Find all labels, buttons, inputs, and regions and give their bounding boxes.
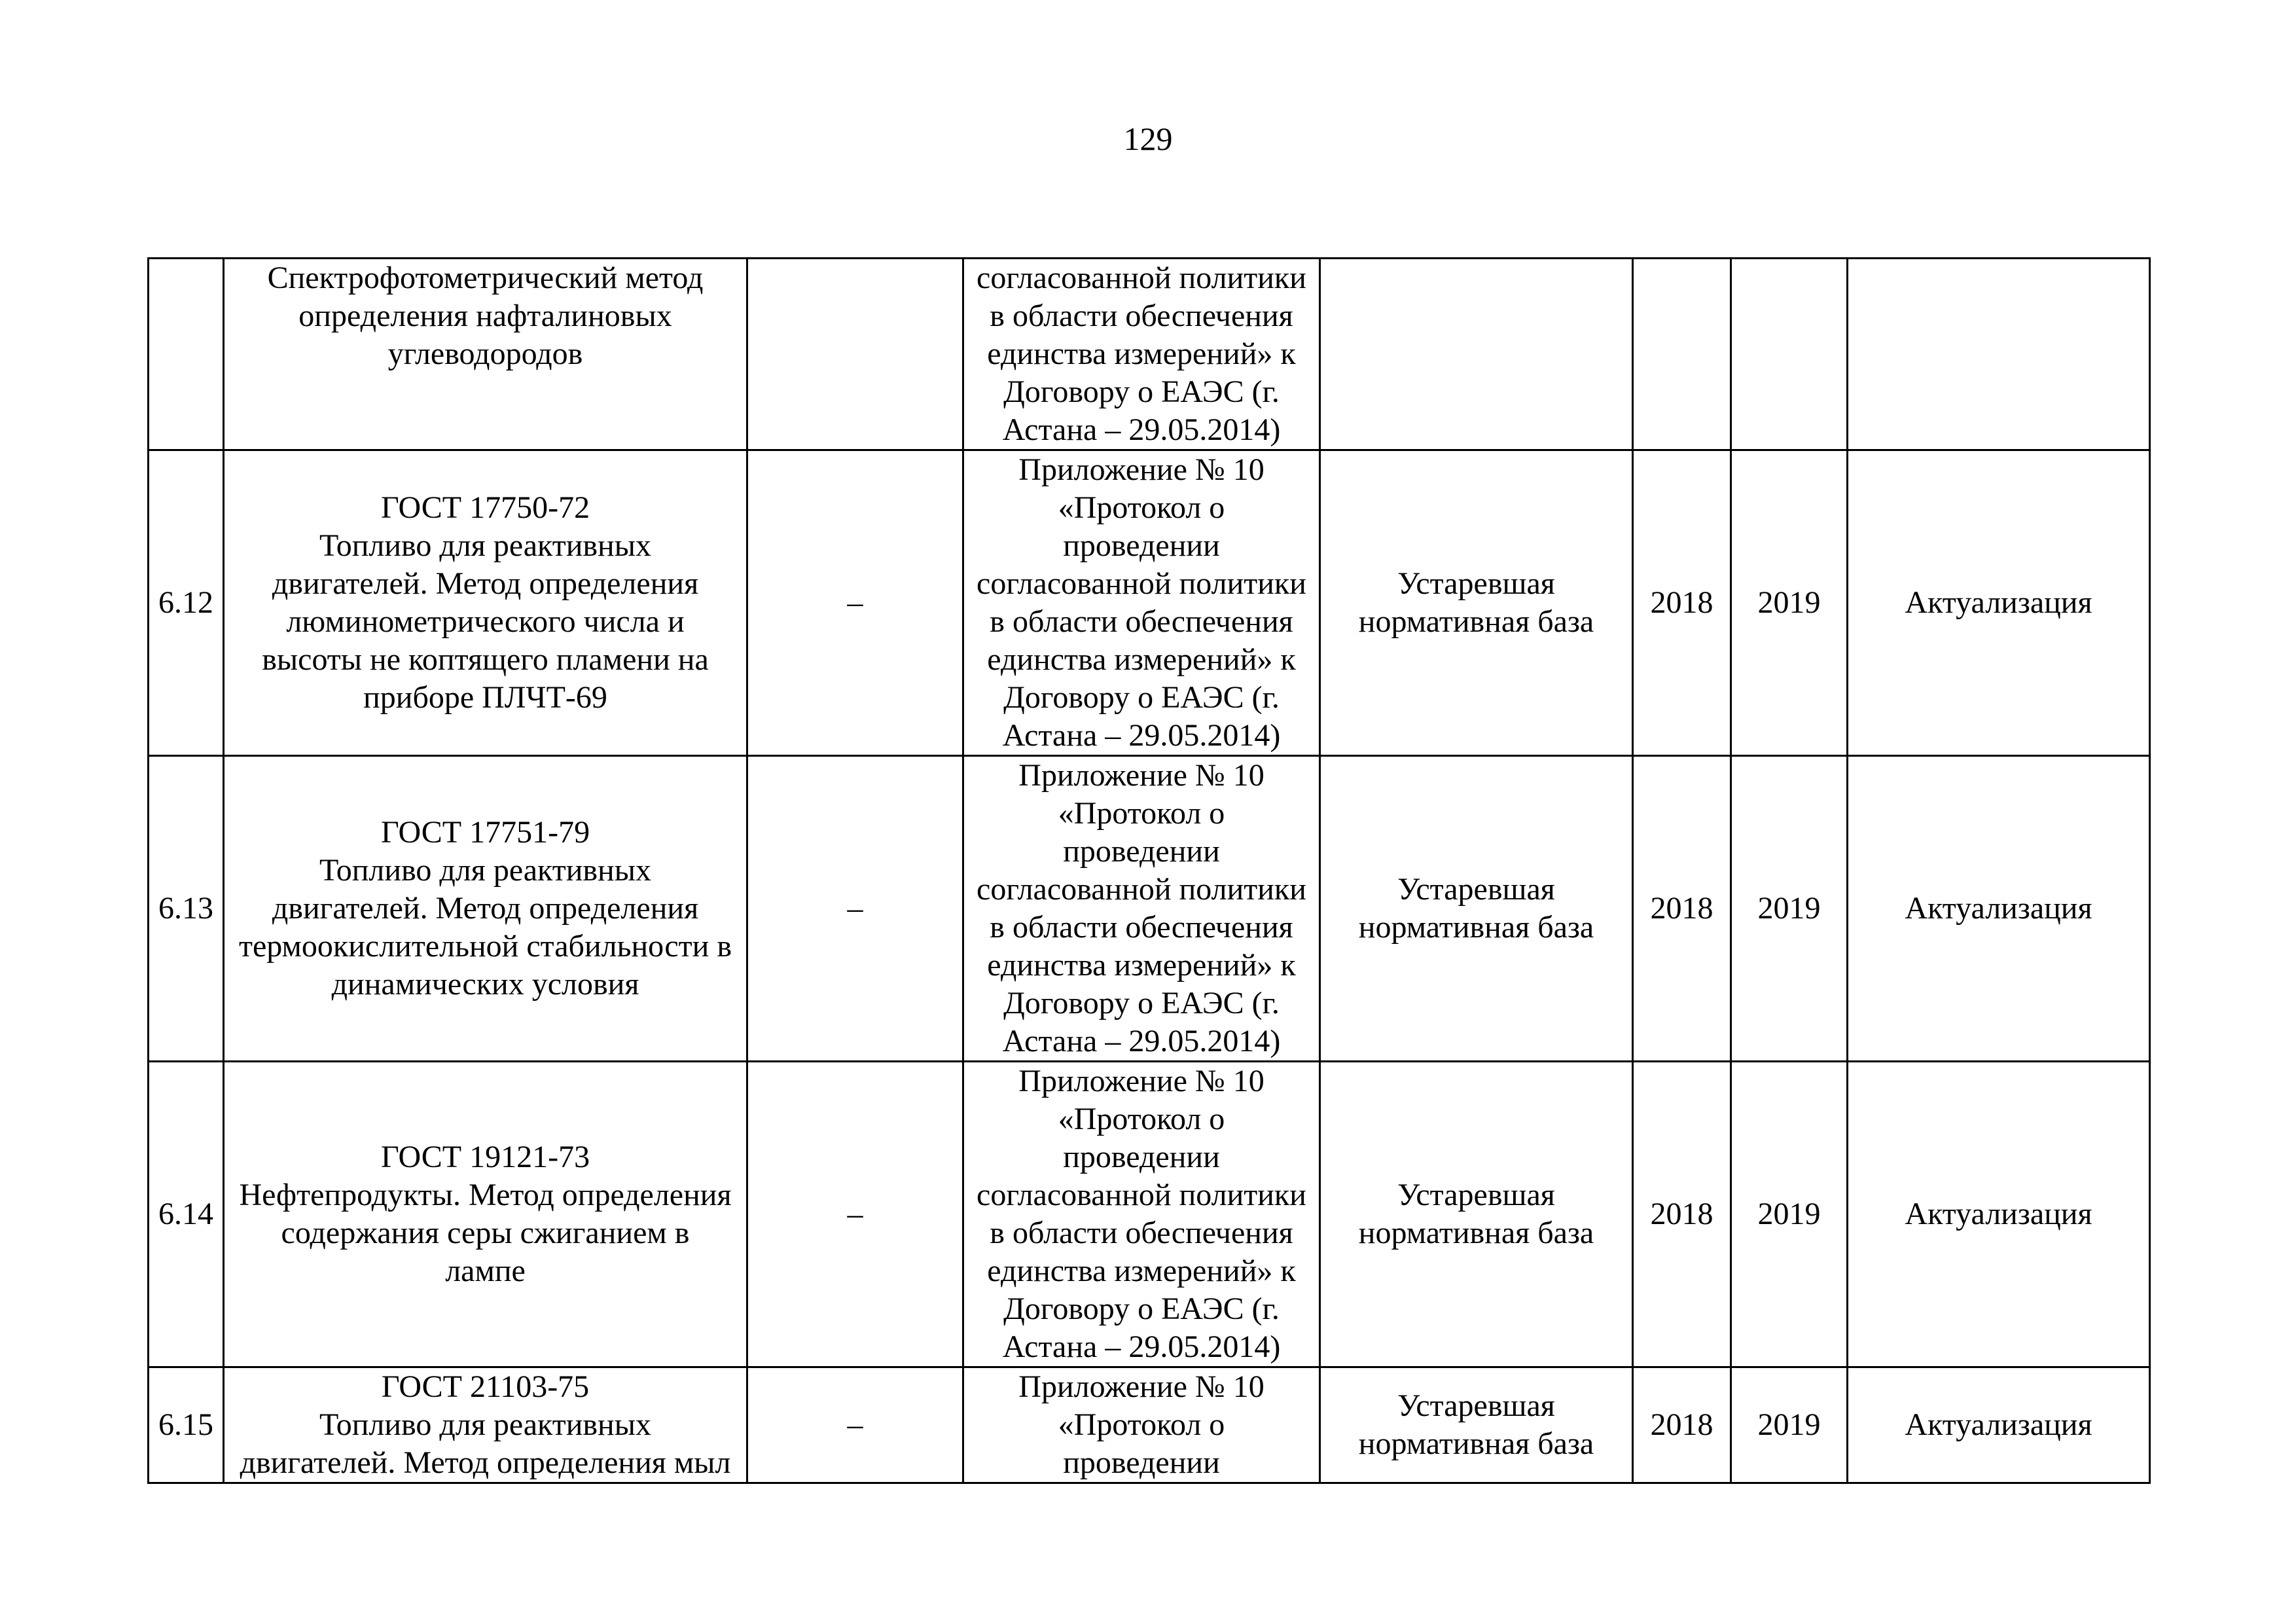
- standard-code: ГОСТ 17750-72: [380, 490, 590, 525]
- standard-title-cell: [224, 259, 747, 450]
- basis-document-cell: [963, 1062, 1320, 1367]
- standard-code: ГОСТ 17751-79: [380, 815, 590, 850]
- basis-document-line: Договору о ЕАЭС (г.: [1003, 680, 1280, 715]
- reason-line: нормативная база: [1358, 1216, 1594, 1250]
- basis-document-line: проведении: [1063, 1140, 1220, 1174]
- reason-line: нормативная база: [1358, 604, 1594, 639]
- standard-code: ГОСТ 19121-73: [380, 1140, 590, 1174]
- basis-document-line: Астана – 29.05.2014): [1002, 718, 1281, 753]
- dash-cell: –: [747, 450, 963, 756]
- reason-cell: [1320, 259, 1633, 450]
- page-number: 129: [1123, 120, 1173, 157]
- standard-code: ГОСТ 21103-75: [381, 1369, 590, 1404]
- basis-document-line: согласованной политики: [977, 1178, 1306, 1212]
- standard-title-line: приборе ПЛЧТ-69: [363, 680, 607, 715]
- basis-document-line: единства измерений» к: [987, 948, 1296, 983]
- year-end-cell: 2019: [1731, 756, 1848, 1062]
- basis-document-line: в области обеспечения: [990, 298, 1293, 333]
- row-number-cell: 6.12: [149, 450, 224, 756]
- year-end-cell: 2019: [1731, 450, 1848, 756]
- table-row: [149, 1367, 2150, 1483]
- reason-line: Устаревшая: [1397, 1178, 1555, 1212]
- standard-title-line: Топливо для реактивных: [319, 1407, 651, 1442]
- basis-document-line: проведении: [1063, 1445, 1220, 1480]
- basis-document-cell: [963, 450, 1320, 756]
- basis-document-line: согласованной политики: [977, 872, 1306, 907]
- standard-title-line: Спектрофотометрический метод: [267, 261, 704, 295]
- standard-title-line: Топливо для реактивных: [319, 528, 651, 563]
- basis-document-line: Договору о ЕАЭС (г.: [1003, 1291, 1280, 1326]
- basis-document-line: проведении: [1063, 528, 1220, 563]
- action-cell: Актуализация: [1848, 1062, 2150, 1367]
- table-row: [149, 756, 2150, 1062]
- action-cell: [1848, 259, 2150, 450]
- standard-title-line: люминометрического числа и: [286, 604, 685, 639]
- standard-title-line: Топливо для реактивных: [319, 853, 651, 888]
- basis-document-line: Приложение № 10: [1018, 1369, 1265, 1404]
- basis-document-line: Приложение № 10: [1018, 452, 1265, 487]
- dash-cell: –: [747, 1367, 963, 1483]
- basis-document-line: единства измерений» к: [987, 642, 1296, 677]
- row-number-cell: 6.14: [149, 1062, 224, 1367]
- basis-document-line: в области обеспечения: [990, 1216, 1293, 1250]
- standard-title-line: Нефтепродукты. Метод определения: [239, 1178, 732, 1212]
- standard-title-line: динамических условия: [331, 967, 639, 1001]
- standard-title-line: определения нафталиновых: [298, 298, 672, 333]
- action-cell: Актуализация: [1848, 756, 2150, 1062]
- basis-document-line: Приложение № 10: [1018, 1064, 1265, 1098]
- basis-document-line: Астана – 29.05.2014): [1002, 1329, 1281, 1364]
- dash-cell: –: [747, 756, 963, 1062]
- standard-title-line: термоокислительной стабильности в: [238, 929, 732, 964]
- row-number-cell: [149, 259, 224, 450]
- dash-cell: [747, 259, 963, 450]
- dash-cell: –: [747, 1062, 963, 1367]
- table-row: [149, 450, 2150, 756]
- basis-document-line: в области обеспечения: [990, 910, 1293, 945]
- basis-document-line: «Протокол о: [1058, 1407, 1225, 1442]
- standard-title-cell: [224, 756, 747, 1062]
- standard-title-line: лампе: [445, 1254, 526, 1288]
- basis-document-line: Договору о ЕАЭС (г.: [1003, 986, 1280, 1020]
- year-end-cell: 2019: [1731, 1062, 1848, 1367]
- reason-line: нормативная база: [1358, 1426, 1594, 1461]
- standard-title-line: двигателей. Метод определения: [272, 891, 699, 926]
- standard-title-line: содержания серы сжиганием в: [281, 1216, 690, 1250]
- reason-line: Устаревшая: [1397, 566, 1555, 601]
- standard-title-cell: [224, 1062, 747, 1367]
- table-row: [149, 1062, 2150, 1367]
- year-end-cell: [1731, 259, 1848, 450]
- basis-document-line: Приложение № 10: [1018, 758, 1265, 793]
- standard-title-line: высоты не коптящего пламени на: [262, 642, 709, 677]
- standard-title-cell: [224, 450, 747, 756]
- basis-document-line: согласованной политики: [977, 261, 1306, 295]
- reason-line: нормативная база: [1358, 910, 1594, 945]
- year-start-cell: 2018: [1633, 450, 1731, 756]
- standard-title-line: двигателей. Метод определения: [272, 566, 699, 601]
- action-cell: Актуализация: [1848, 450, 2150, 756]
- standard-title-cell: [224, 1367, 747, 1483]
- year-end-cell: 2019: [1731, 1367, 1848, 1483]
- basis-document-line: «Протокол о: [1058, 1102, 1225, 1136]
- basis-document-cell: [963, 756, 1320, 1062]
- basis-document-cell: [963, 259, 1320, 450]
- basis-document-line: Астана – 29.05.2014): [1002, 1024, 1281, 1058]
- standards-table: [147, 257, 2151, 1484]
- standard-title-line: углеводородов: [387, 336, 583, 371]
- basis-document-line: «Протокол о: [1058, 490, 1225, 525]
- year-start-cell: 2018: [1633, 1062, 1731, 1367]
- reason-cell: [1320, 1367, 1633, 1483]
- basis-document-line: Договору о ЕАЭС (г.: [1003, 374, 1280, 409]
- year-start-cell: [1633, 259, 1731, 450]
- basis-document-cell: [963, 1367, 1320, 1483]
- row-number-cell: 6.13: [149, 756, 224, 1062]
- reason-cell: [1320, 1062, 1633, 1367]
- reason-line: Устаревшая: [1397, 1388, 1555, 1423]
- basis-document-line: проведении: [1063, 834, 1220, 869]
- table-row: [149, 259, 2150, 450]
- reason-line: Устаревшая: [1397, 872, 1555, 907]
- basis-document-line: Астана – 29.05.2014): [1002, 412, 1281, 447]
- year-start-cell: 2018: [1633, 756, 1731, 1062]
- basis-document-line: единства измерений» к: [987, 336, 1296, 371]
- reason-cell: [1320, 756, 1633, 1062]
- year-start-cell: 2018: [1633, 1367, 1731, 1483]
- row-number-cell: 6.15: [149, 1367, 224, 1483]
- basis-document-line: «Протокол о: [1058, 796, 1225, 831]
- basis-document-line: в области обеспечения: [990, 604, 1293, 639]
- standard-title-line: двигателей. Метод определения мыл: [240, 1445, 731, 1480]
- action-cell: Актуализация: [1848, 1367, 2150, 1483]
- reason-cell: [1320, 450, 1633, 756]
- basis-document-line: согласованной политики: [977, 566, 1306, 601]
- basis-document-line: единства измерений» к: [987, 1254, 1296, 1288]
